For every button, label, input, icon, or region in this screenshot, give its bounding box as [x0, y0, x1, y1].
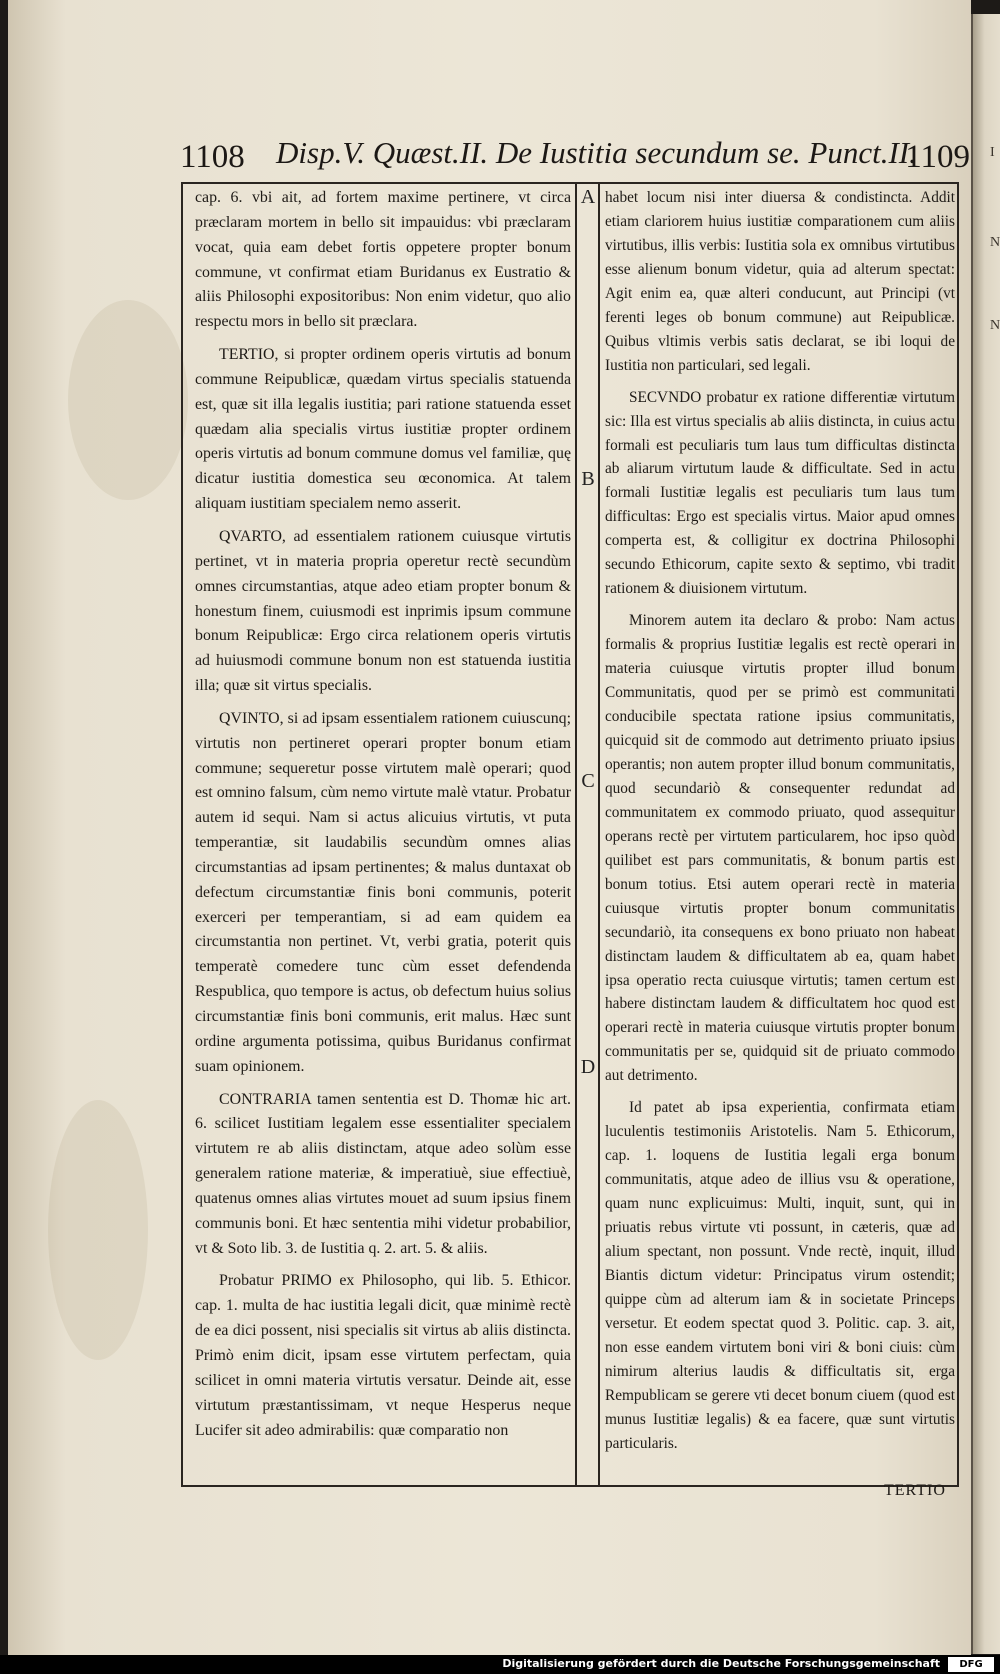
margin-letter-a: A [580, 186, 596, 208]
paragraph: Id patet ab ipsa experientia, confirmata etiam luculentis testimoniis Aristotelis. Nam 5. Ethicorum, cap. 1. loquens de Iustitia legali erga bonum communitatis, atque adeo de illius vsu & operatione, quam nunc explicuimus: Multi, inquit, sunt, qui in priuatis rebus virtute vti possunt, in cæteris, quæ ad alium spectant, non possunt. Vnde rectè, inquit, illud Biantis dictum videtur: Principatus virum ostendit; quippe cùm ad alterum iam & in societate Princeps versetur. Et eodem spectat quod 3. Politic. cap. 3. ait, non esse eandem virtutem boni viri & boni ciuis: cùm nimirum alterius laudis & difficultatis sit, erga Rempublicam se gerere vti decet bonum ciuem (quod est munus Iustitiæ legalis) & ea facere, quæ sunt virtutis particularis. [605, 1099, 955, 1452]
funding-credit: Digitalisierung gefördert durch die Deutsche Forschungsgemeinschaft [502, 1657, 940, 1670]
margin-letter-b: B [581, 468, 595, 490]
paragraph: habet locum nisi inter diuersa & condistincta. Addit etiam clariorem huius iustitiæ comparationem cum aliis virtutibus, illis verbis: Iustitia sola ex omnibus virtutibus esse alienum bonum videtur, quia ad alterum spectat: Agit enim ea, quæ alteri conducunt, aut Principi (vt ferenti leges ob bonum commune) aut Reipublicæ. Quibus vltimis verbis satis declarat, se ibi loqui de Iustitia non particulari, sed legali. [605, 189, 955, 374]
paragraph: Probatur PRIMO ex Philosopho, qui lib. 5. Ethicor. cap. 1. multa de hac iustitia legali dicit, quæ minimè rectè de ea dici possent, nisi specialis sit virtus ab aliis distincta. Primò enim dicit, ipsam esse virtutem perfectam, quia scilicet in omni materia virtutis versatur. Deinde ait, esse virtutum præstantissimam, vt neque Hesperus neque Lucifer sit adeo admirabilis: quæ comparatio non [195, 1272, 571, 1439]
page-number-left: 1108 [180, 139, 245, 175]
paragraph: TERTIO, si propter ordinem operis virtutis ad bonum commune Reipublicæ, quædam virtus specialis statuenda est, quæ sit illa legalis iustitia; pari ratione statuenda esset quædam alia specialis virtus iustitiæ propter ordinem operis virtutis ad bonum commune domus vel familiæ, quę dicatur iustitia domestica seu œconomica. At talem aliquam iustitiam specialem nemo asserit. [195, 346, 571, 513]
paragraph: CONTRARIA tamen sententia est D. Thomæ hic art. 6. scilicet Iustitiam legalem esse essentialiter specialem virtutem re ab aliis distinctam, atque adeo solùm esse generalem ratione materiæ, & imperatiuè, siue effectiuè, quatenus omnes alias virtutes mouet ad suum ipsius finem communis boni. Et hæc sententia mihi videtur probabilior, vt & Soto lib. 3. de Iustitia q. 2. art. 5. & aliis. [195, 1090, 571, 1257]
edge-letter: N [990, 318, 1000, 333]
catchword: TERTIO [884, 1482, 946, 1499]
margin-letter-d: D [580, 1056, 596, 1078]
paragraph: Minorem autem ita declaro & probo: Nam actus formalis & proprius Iustitiæ legalis est rectè operari in materia cuiusque virtutis propter illud bonum Communitatis, quod per se primò est communitati conducibile spectata ratione ipsius communitatis, quicquid sit de commodo aut detrimento priuato ipsius operantis; non autem propter illud bonum communitatis, quod secundariò & consequenter redundat ad communitatem ex commodo priuato, quod assequitur operans rectè per virtutem particularem, hoc ipso quòd quilibet est pars communitatis, & bonum partis est bonum totius. Etsi autem operari rectè in materia cuiusque virtutis propter bonum communitatis secundariò, ita consequens ex bono priuato non habeat distinctam laudem & difficultatem ab ea, quam habet ipsa operatio recta cuiusque virtutis; tamen certum est habere distinctam laudem & difficultatem hoc quod est operari rectè in materia cuiusque virtutis propter bonum communitatis per se, quidquid sit de priuato commodo aut detrimento. [605, 612, 955, 1085]
left-column [195, 186, 571, 1451]
paragraph: QVARTO, ad essentialem rationem cuiusque virtutis pertinet, vt in materia propria operetur rectè secundùm omnes circumstantias, atque adeo etiam propter bonum & honestum finem, cuiusmodi est inprimis ipsum commune bonum Reipublicæ: Ergo circa relationem operis virtutis ad huiusmodi commune bonum non est statuenda iustitia illa; quæ sit virtus specialis. [195, 527, 571, 695]
dfg-logo: DFG [948, 1657, 994, 1672]
column-divider [575, 184, 600, 1485]
paragraph: QVINTO, si ad ipsam essentialem rationem cuiuscunq; virtutis non pertineret operari propter bonum etiam commune; sequeretur posse virtutem malè operari; quod est omnino falsum, cùm nemo virtute malè vtatur. Probatur autem id sequi. Nam si actus alicuius virtutis, vt puta temperantiæ, sit laudabilis secundùm omnes alias circumstantias ad ipsam pertinentes; & malus duntaxat ob defectum circumstantiæ finis boni communis, poterit exerceri per temperantiam, si ad eam quidem ea circumstantia non pertinet. Vt, verbi gratia, poterit quis temperatè comedere tunc cùm esset defendenda Respublica, quo tempore is actus, ob defectum huius solius circumstantiæ finis boni communis, erit malus. Hæc sunt ordine argumenta potissima, quibus Buridanus confirmat suam opinionem. [195, 709, 572, 1075]
margin-letter-c: C [581, 770, 595, 792]
paragraph: cap. 6. vbi ait, ad fortem maxime pertinere, vt circa præclaram mortem in bello sit impauidus: vbi præclaram vocat, quia eam debet fortis oppetere propter bonum commune, vt confirmat etiam Buridanus ex Eustratio & aliis Philosophi expositoribus: Non enim videtur, quo alio respectu mors in bello sit præclara. [195, 189, 571, 331]
next-page-edge [971, 14, 1000, 1654]
right-column [605, 186, 955, 1464]
running-title: Disp.V. Quæst.II. De Iustitia secundum se. Punct.II. [276, 135, 917, 170]
page-number-right: 1109 [905, 139, 970, 175]
page-header [180, 135, 970, 185]
paragraph: SECVNDO probatur ex ratione differentiæ virtutum sic: Illa est virtus specialis ab aliis distincta, in cuius actu formali est peculiaris tum laus tum difficultas distincta ab aliarum virtutum laude & difficultate. Sed in actu formali Iustitiæ legalis est peculiaris tum laus tum difficultas: Ergo est specialis virtus. Maior apud omnes comperta est, & colligitur ex doctrina Philosophi secundo Ethicorum, capite sexto & septimo, vbi tradit rationem & diuisionem virtutum. [605, 388, 955, 598]
paper-stain [68, 300, 188, 500]
edge-letter: I [990, 145, 995, 160]
digitization-footer [0, 1655, 1000, 1674]
paper-stain [48, 1100, 148, 1360]
text-frame [181, 182, 959, 1487]
edge-letter: N [990, 235, 1000, 250]
